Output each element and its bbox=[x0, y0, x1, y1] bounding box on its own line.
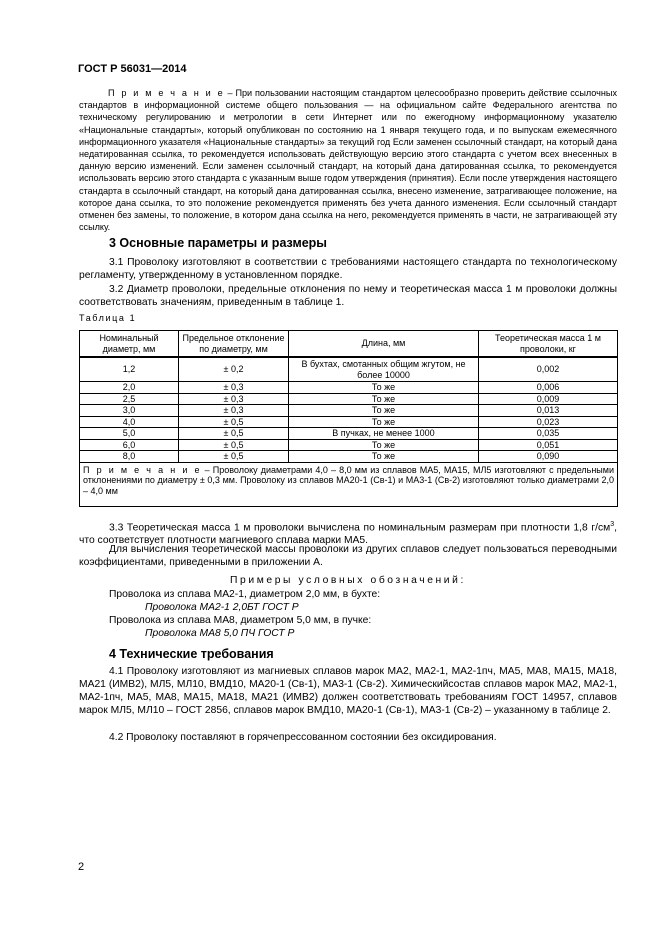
example-1-designation: Проволока МА2-1 2,0БТ ГОСТ Р bbox=[145, 602, 299, 613]
section-4-heading: 4 Технические требования bbox=[109, 647, 274, 661]
cell-diameter: 2,5 bbox=[80, 393, 179, 405]
cell-deviation: ± 0,3 bbox=[179, 382, 289, 394]
cell-length: То же bbox=[289, 393, 479, 405]
note-label: П р и м е ч а н и е bbox=[108, 88, 225, 98]
p33-text-b: , что соответствует плотности магниевого сплава марки МА5. bbox=[79, 522, 617, 547]
cell-diameter: 6,0 bbox=[80, 439, 179, 451]
header-length: Длина, мм bbox=[289, 331, 479, 358]
cell-mass: 0,002 bbox=[479, 357, 618, 382]
paragraph-3-2: 3.2 Диаметр проволоки, предельные отклонения по нему и теоретическая масса 1 м проволоки должны соответствовать значениям, приведенным в таблице 1. bbox=[79, 284, 617, 308]
table-note bbox=[80, 462, 618, 506]
cell-length: В бухтах, смотанных общим жгутом, не более 10000 bbox=[289, 357, 479, 382]
document-header: ГОСТ Р 56031—2014 bbox=[78, 63, 187, 75]
cell-deviation: ± 0,2 bbox=[179, 357, 289, 382]
table-1 bbox=[79, 330, 618, 507]
table-row bbox=[80, 428, 618, 440]
cell-diameter: 2,0 bbox=[80, 382, 179, 394]
table-row bbox=[80, 439, 618, 451]
cell-length: То же bbox=[289, 439, 479, 451]
paragraph-3-1: 3.1 Проволоку изготовляют в соответствии с требованиями настоящего стандарта по технологическому регламенту, утвержденному в установленном порядке. bbox=[79, 257, 617, 281]
example-2: Проволока из сплава МА8, диаметром 5,0 мм, в пучке: bbox=[109, 615, 372, 626]
table-row bbox=[80, 451, 618, 463]
cell-deviation: ± 0,3 bbox=[179, 405, 289, 417]
page-number: 2 bbox=[78, 861, 85, 873]
cell-deviation: ± 0,5 bbox=[179, 416, 289, 428]
cell-mass: 0,035 bbox=[479, 428, 618, 440]
cell-deviation: ± 0,5 bbox=[179, 439, 289, 451]
example-1: Проволока из сплава МА2-1, диаметром 2,0 мм, в бухте: bbox=[109, 589, 381, 600]
paragraph-3-3-conversion: Для вычисления теоретической массы проволоки из других сплавов следует пользоваться переводными коэффициентами, приведенными в приложении А. bbox=[79, 544, 617, 568]
cell-length: То же bbox=[289, 382, 479, 394]
cell-diameter: 1,2 bbox=[80, 357, 179, 382]
reference-note bbox=[79, 87, 617, 233]
paragraph-4-1: 4.1 Проволоку изготовляют из магниевых сплавов марок МА2, МА2-1, МА2-1пч, МА5, МА8, МА15, МА18, МА21 (ИМВ2), МЛ5, МЛ10, ВМД10, МА20-1 (Св-1), МА3-1 (Св-2). Химическийсостав сплавов марок МА2, МА2-1, МА2-1пч, МА5, МА8, МА15, МА18, МА21 (ИМВ2) должен соответствовать требованиям ГОСТ 14957, сплавов марок МЛ5, МЛ10 – ГОСТ 2856, сплавов марок ВМД10, МА20-1 (Св-1), МА3-1 (Св-2) – указанному в таблице 2. bbox=[79, 666, 617, 716]
table-note-text: – Проволоку диаметрами 4,0 – 8,0 мм из сплавов МА5, МА15, МЛ5 изготовляют с предельными отклонениями по диаметру ± 0,3 мм. Проволоку из сплавов МА20-1 (Св-1) и МА3-1 (Св-2) изготовляют только диаметрами 2,0 – 4,0 мм bbox=[83, 464, 614, 496]
cell-diameter: 8,0 bbox=[80, 451, 179, 463]
table-row bbox=[80, 416, 618, 428]
section-3-heading: 3 Основные параметры и размеры bbox=[109, 236, 327, 250]
cell-mass: 0,023 bbox=[479, 416, 618, 428]
example-2-designation: Проволока МА8 5,0 ПЧ ГОСТ Р bbox=[145, 628, 295, 639]
cell-deviation: ± 0,3 bbox=[179, 393, 289, 405]
table-note-row bbox=[80, 462, 618, 506]
cell-deviation: ± 0,5 bbox=[179, 451, 289, 463]
cell-length: В пучках, не менее 1000 bbox=[289, 428, 479, 440]
table-note-label: П р и м е ч а н и е bbox=[83, 464, 202, 475]
table-row bbox=[80, 393, 618, 405]
table-header-row bbox=[80, 331, 618, 358]
cell-mass: 0,009 bbox=[479, 393, 618, 405]
cell-mass: 0,090 bbox=[479, 451, 618, 463]
cell-mass: 0,051 bbox=[479, 439, 618, 451]
cell-length: То же bbox=[289, 405, 479, 417]
cell-length: То же bbox=[289, 416, 479, 428]
cell-deviation: ± 0,5 bbox=[179, 428, 289, 440]
header-diameter: Номинальный диаметр, мм bbox=[80, 331, 179, 358]
note-text: – При пользовании настоящим стандартом целесообразно проверить действие ссылочных стандартов в информационной системе общего пользования — на официальном сайте Федерального агентства по техническому регулированию и метрологии в сети Интернет или по ежегодному информационному указателю «Национальные стандарты», который опубликован по состоянию на 1 января текущего года, и по выпускам ежемесячного информационного указателя «Национальные стандарты» за текущий год Если заменен ссылочный стандарт, на который дана недатированная ссылка, то рекомендуется использовать действующую версию этого стандарта с учетом всех внесенных в данную версию изменений. Если заменен ссылочный стандарт, на который дана датированная ссылка, то рекомендуется использовать версию этого стандарта с указанным выше годом утверждения (принятия). Если после утверждения настоящего стандарта в ссылочный стандарт, на который дана датированная ссылка, внесено изменение, затрагивающее положение, на которое дана ссылка, то это положение рекомендуется применять без учета данного изменения. Если ссылочный стандарт отменен без замены, то положение, в котором дана ссылка на него, рекомендуется применять в части, не затрагивающей эту ссылку. bbox=[79, 88, 617, 233]
cell-diameter: 3,0 bbox=[80, 405, 179, 417]
table-row bbox=[80, 382, 618, 394]
p33-text-a: 3.3 Теоретическая масса 1 м проволоки вычислена по номинальным размерам при плотности 1,8 г/см bbox=[109, 522, 611, 534]
header-deviation: Предельное отклонение по диаметру, мм bbox=[179, 331, 289, 358]
paragraph-4-2: 4.2 Проволоку поставляют в горячепрессованном состоянии без оксидирования. bbox=[109, 732, 497, 743]
table-row bbox=[80, 405, 618, 417]
table-1-caption: Таблица 1 bbox=[79, 313, 137, 323]
cell-mass: 0,006 bbox=[479, 382, 618, 394]
table-row bbox=[80, 357, 618, 382]
cell-mass: 0,013 bbox=[479, 405, 618, 417]
cell-diameter: 5,0 bbox=[80, 428, 179, 440]
cell-length: То же bbox=[289, 451, 479, 463]
header-mass: Теоретическая масса 1 м проволоки, кг bbox=[479, 331, 618, 358]
cell-diameter: 4,0 bbox=[80, 416, 179, 428]
examples-title: Примеры условных обозначений: bbox=[230, 575, 466, 586]
p33-sup: 3 bbox=[610, 521, 615, 528]
